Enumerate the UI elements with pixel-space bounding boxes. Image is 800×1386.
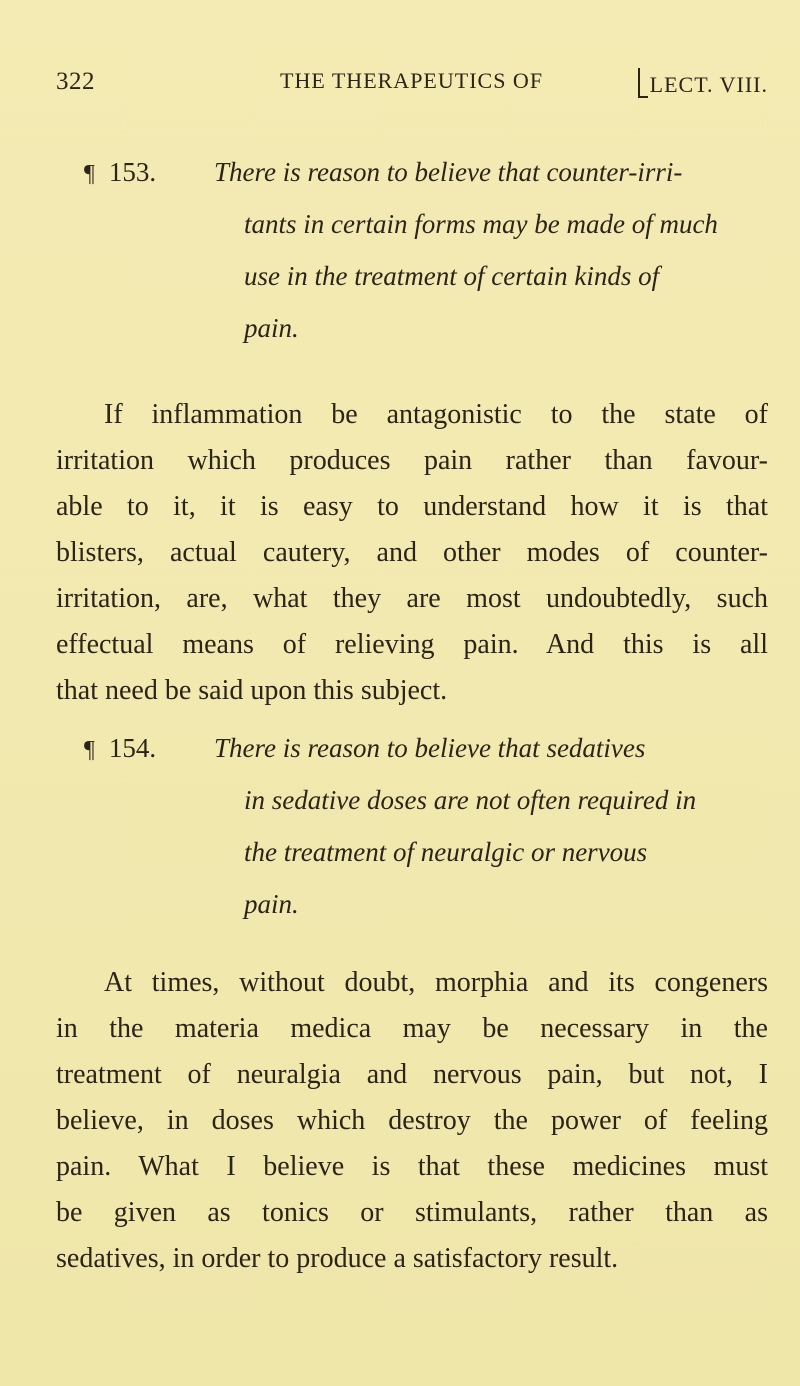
body-line: treatment of neuralgia and nervous pain, but not, I	[56, 1059, 768, 1090]
body-line: believe, in doses which destroy the power of feeling	[56, 1105, 768, 1136]
heading-line: There is reason to believe that sedatives	[214, 733, 646, 763]
heading-line: pain.	[244, 889, 299, 919]
body-line: effectual means of relieving pain. And this is all	[56, 629, 768, 660]
heading-line: use in the treatment of certain kinds of	[244, 261, 660, 291]
section-heading-text	[84, 146, 718, 354]
section-body-153	[56, 392, 768, 714]
body-line: in the materia medica may be necessary in the	[56, 1013, 768, 1044]
lecture-label	[638, 68, 768, 98]
body-line: pain. What I believe is that these medicines must	[56, 1151, 768, 1182]
pilcrow-icon: ¶	[84, 161, 95, 187]
heading-line: pain.	[244, 313, 299, 343]
section-body-154	[56, 960, 768, 1282]
section-number: ¶ 153.	[84, 157, 157, 187]
body-line: sedatives, in order to produce a satisfactory result.	[56, 1243, 619, 1274]
body-line: If inflammation be antagonistic to the state of	[104, 399, 768, 430]
heading-line: in sedative doses are not often required in	[244, 785, 697, 815]
heading-line: tants in certain forms may be made of much	[244, 209, 718, 239]
body-line: irritation which produces pain rather than favour-	[56, 445, 768, 476]
section-number: ¶ 154.	[84, 733, 157, 763]
lecture-text: LECT. VIII.	[649, 72, 768, 97]
body-line: able to it, it is easy to understand how it is that	[56, 491, 768, 522]
page-number: 322	[56, 68, 95, 95]
body-line: irritation, are, what they are most undoubtedly, such	[56, 583, 768, 614]
section-heading-text	[84, 722, 714, 930]
bracket-mark	[638, 68, 648, 98]
heading-line: the treatment of neuralgic or nervous	[244, 837, 648, 867]
body-line: be given as tonics or stimulants, rather than as	[56, 1197, 768, 1228]
running-head	[56, 62, 768, 102]
heading-line: There is reason to believe that counter-irri-	[214, 157, 683, 187]
body-line: that need be said upon this subject.	[56, 675, 448, 706]
pilcrow-icon: ¶	[84, 737, 95, 763]
body-line: blisters, actual cautery, and other modes of counter-	[56, 537, 768, 568]
body-line: At times, without doubt, morphia and its congeners	[104, 967, 768, 998]
running-title: THE THERAPEUTICS OF	[280, 68, 544, 93]
